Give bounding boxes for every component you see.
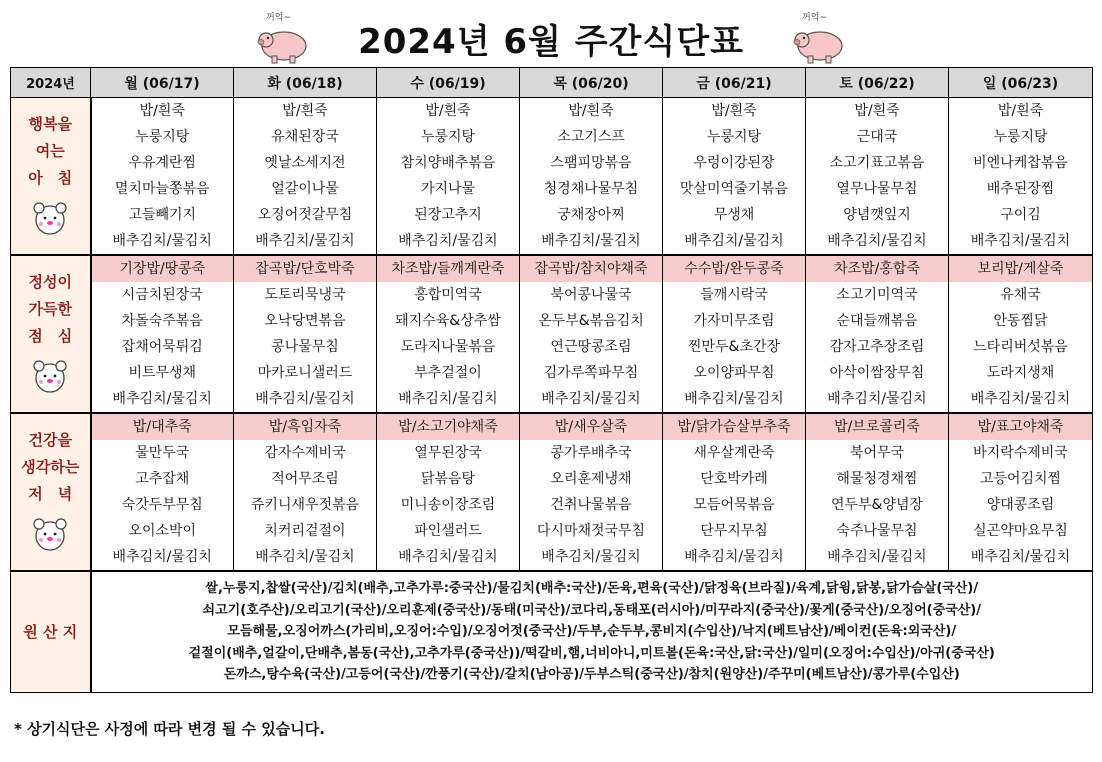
dish-item: 순대들깨볶음: [836, 313, 918, 329]
dish-item: 오이양파무침: [693, 365, 775, 381]
day-menu-cell: [377, 255, 520, 413]
dish-item: 배추김치/물김치: [112, 233, 212, 249]
day-menu-cell: [377, 98, 520, 256]
dish-item: 고들빼기지: [128, 207, 197, 223]
dish-item: 콩나물무침: [271, 339, 339, 355]
dish-item: 오낙당면볶음: [264, 313, 346, 329]
meal-title-line: 점 심: [28, 326, 73, 345]
day-menu-cell: [91, 255, 234, 413]
special-rice-porridge: 수수밥/완두콩죽: [663, 256, 805, 282]
header-day: 수 (06/19): [377, 68, 520, 98]
origin-line: 돈까스,탕수육(국산)/고등어(국산)/깐풍기(국산)/갈치(남아공)/두부스틱(중국산)/참치(원양산)/주꾸미(베트남산)/콩가루(수입산): [223, 667, 960, 682]
dish-item: 배추김치/물김치: [255, 391, 355, 407]
header-day: 토 (06/22): [806, 68, 949, 98]
title-row: [0, 6, 1102, 64]
meal-title-line: 행복을: [28, 114, 72, 133]
dish-item: 밥/흰죽: [997, 103, 1044, 119]
day-menu-cell: [949, 255, 1093, 413]
day-menu-cell: [949, 413, 1093, 571]
dish-item: 배추김치/물김치: [684, 233, 784, 249]
day-menu-cell: [663, 98, 806, 256]
pig-caption: 꺼억~: [266, 13, 291, 23]
dish-item: 배추김치/물김치: [541, 233, 641, 249]
header-day: 화 (06/18): [234, 68, 377, 98]
dish-item: 고추잡채: [135, 471, 190, 487]
dish-item: 누룽지탕: [420, 129, 476, 145]
dish-item: 부추겉절이: [414, 365, 482, 381]
meal-title-line: 여는: [35, 141, 65, 160]
dish-item: 배추김치/물김치: [398, 391, 498, 407]
special-rice-porridge: 밥/소고기야채죽: [377, 414, 519, 440]
origin-line: 겉절이(배추,얼갈이,단배추,봄동(국산),고추가루(중국산))/떡갈비,햄,너비아니,미트볼(돈육:국산,닭:국산)/일미(오징어:수입산)/아귀(중국산): [188, 645, 995, 661]
meal-title-line: 생각하는: [21, 457, 80, 476]
dish-item: 배추김치/물김치: [970, 549, 1071, 565]
meal-title-line: 가득한: [28, 299, 72, 318]
dish-item: 배추김치/물김치: [112, 549, 212, 565]
dish-item: 물만두국: [135, 445, 190, 461]
page-title: 2024년 6월 주간식단표: [358, 22, 744, 62]
dish-item: 새우살계란죽: [693, 445, 775, 461]
dish-item: 배추김치/물김치: [398, 549, 498, 565]
dish-item: 밥/흰죽: [139, 103, 185, 119]
dish-item: 파인샐러드: [414, 523, 482, 539]
dish-item: 밥/흰죽: [282, 103, 328, 119]
dish-item: 오징어젓갈무침: [257, 207, 353, 223]
dish-item: 모듬어묵볶음: [693, 497, 775, 513]
dish-item: 건취나물볶음: [550, 497, 632, 513]
day-menu-cell: [520, 98, 663, 256]
header-row: [11, 68, 1093, 98]
dish-item: 치커리겉절이: [264, 523, 346, 539]
day-menu-cell: [663, 255, 806, 413]
meal-title-line: 저 녁: [28, 484, 73, 503]
dish-item: 단호박카레: [700, 471, 768, 487]
dish-item: 우렁이강된장: [693, 155, 775, 171]
dish-item: 해물청경채찜: [836, 471, 918, 487]
dish-item: 비트무생채: [128, 365, 197, 381]
dish-item: 배추김치/물김치: [541, 549, 641, 565]
dish-item: 고등어김치찜: [979, 471, 1062, 487]
dish-item: 비엔나케찹볶음: [973, 155, 1068, 171]
dish-item: 유채된장국: [271, 129, 339, 145]
special-rice-porridge: 밥/대추죽: [92, 414, 234, 440]
dish-item: 누룽지탕: [993, 129, 1048, 145]
dish-item: 오이소박이: [128, 523, 197, 539]
dish-item: 배추김치/물김치: [398, 233, 498, 249]
meal-row: [11, 255, 1093, 413]
dish-item: 북어콩나물국: [550, 287, 632, 303]
origin-label: 원 산 지: [11, 571, 91, 692]
dish-item: 무생채: [713, 207, 755, 223]
day-menu-cell: [234, 98, 377, 256]
special-rice-porridge: 밥/브로콜리죽: [806, 414, 948, 440]
dish-item: 쥬키니새우젓볶음: [250, 497, 360, 513]
dish-item: 배추김치/물김치: [827, 233, 927, 249]
day-menu-cell: [377, 413, 520, 571]
dish-item: 양념깻잎지: [843, 207, 911, 223]
origin-line: 모듬해물,오징어까스(가리비,오징어:수입)/오징어젓(중국산)/두부,순두부,콩비지(수입산)/낙지(베트남산)/베이컨(돈육:외국산)/: [227, 624, 957, 639]
day-menu-cell: [91, 98, 234, 256]
dish-item: 도라지나물볶음: [400, 339, 496, 355]
dish-item: 숙주나물무침: [836, 523, 918, 539]
dish-item: 궁채장아찌: [557, 207, 625, 223]
day-menu-cell: [949, 98, 1093, 256]
meal-label: [11, 255, 91, 413]
dish-item: 우유계란찜: [128, 155, 197, 171]
dish-item: 온두부&볶음김치: [538, 313, 644, 329]
dish-item: 맛살미역줄기볶음: [679, 181, 789, 197]
dish-item: 콩가루배추국: [550, 445, 632, 461]
pig-mascot-icon: [788, 10, 848, 66]
dish-item: 잡채어묵튀김: [121, 339, 203, 355]
dish-item: 배추김치/물김치: [112, 391, 212, 407]
bear-mascot-icon: [30, 356, 70, 396]
dish-item: 소고기스프: [557, 129, 625, 145]
dish-item: 가자미무조림: [693, 313, 775, 329]
header-day: 금 (06/21): [663, 68, 806, 98]
dish-item: 감자수제비국: [264, 445, 346, 461]
day-menu-cell: [234, 255, 377, 413]
dish-item: 연두부&양념장: [830, 497, 924, 513]
dish-item: 구이김: [1000, 207, 1041, 223]
dish-item: 미니송이장조림: [400, 497, 496, 513]
special-rice-porridge: 밥/흑임자죽: [234, 414, 376, 440]
day-menu-cell: [663, 413, 806, 571]
dish-item: 다시마채젓국무침: [536, 523, 646, 539]
dish-item: 느타리버섯볶음: [973, 339, 1068, 355]
dish-item: 근대국: [856, 129, 898, 145]
pig-caption: 꺼억~: [802, 13, 827, 23]
dish-item: 누룽지탕: [706, 129, 762, 145]
special-rice-porridge: 밥/닭가슴살부추죽: [663, 414, 805, 440]
special-rice-porridge: 밥/표고야채죽: [949, 414, 1092, 440]
dish-item: 안동찜닭: [993, 313, 1048, 329]
origin-line: 쇠고기(호주산)/오리고기(국산)/오리훈제(중국산)/동태(미국산)/코다리,동태포(러시아)/미꾸라지(중국산)/꽃게(중국산)/오징어(중국산)/: [202, 602, 981, 618]
dish-item: 청경채나물무침: [543, 181, 639, 197]
dish-item: 소고기미역국: [836, 287, 918, 303]
dish-item: 아삭이쌈장무침: [829, 365, 925, 381]
day-menu-cell: [234, 413, 377, 571]
dish-item: 도라지생채: [986, 365, 1055, 381]
special-rice-porridge: 차조밥/들깨계란죽: [377, 256, 519, 282]
bear-mascot-icon: [30, 514, 70, 554]
dish-item: 돼지수육&상추쌈: [395, 313, 501, 329]
dish-item: 배추김치/물김치: [684, 549, 784, 565]
dish-item: 유채국: [1000, 287, 1041, 303]
meal-title-line: 건강을: [28, 430, 72, 449]
special-rice-porridge: 밥/새우살죽: [520, 414, 662, 440]
dish-item: 바지락수제비국: [973, 445, 1068, 461]
dish-item: 열무나물무침: [836, 181, 918, 197]
dish-item: 배추된장찜: [986, 181, 1055, 197]
dish-item: 오리훈제냉채: [550, 471, 632, 487]
day-menu-cell: [806, 255, 949, 413]
dish-item: 된장고추지: [414, 207, 482, 223]
dish-item: 찐만두&초간장: [687, 339, 781, 355]
dish-item: 옛날소세지전: [264, 155, 346, 171]
origin-line: 쌀,누룽지,찹쌀(국산)/김치(배추,고추가루:중국산)/물김치(배추:국산)/돈육,편육(국산)/닭정육(브라질)/육계,닭윙,닭봉,닭가슴살(국산)/: [205, 581, 979, 596]
day-menu-cell: [806, 413, 949, 571]
dish-item: 김가루쪽파무침: [543, 365, 639, 381]
dish-item: 스팸피망볶음: [550, 155, 632, 171]
dish-item: 도토리묵냉국: [264, 287, 346, 303]
dish-item: 연근땅콩조림: [550, 339, 632, 355]
header-day: 일 (06/23): [949, 68, 1093, 98]
meal-row: [11, 98, 1093, 256]
dish-item: 배추김치/물김치: [827, 549, 927, 565]
dish-item: 양대콩조림: [986, 497, 1055, 513]
special-rice-porridge: 기장밥/땅콩죽: [92, 256, 234, 282]
dish-item: 시금치된장국: [121, 287, 203, 303]
special-rice-porridge: 잡곡밥/참치야채죽: [520, 256, 662, 282]
dish-item: 닭볶음탕: [420, 471, 476, 487]
dish-item: 들깨시락국: [700, 287, 768, 303]
bear-mascot-icon: [30, 198, 70, 238]
footnote: * 상기식단은 사정에 따라 변경 될 수 있습니다.: [14, 720, 325, 738]
dish-item: 북어무국: [849, 445, 905, 461]
dish-item: 마카로니샐러드: [257, 365, 353, 381]
dish-item: 밥/흰죽: [854, 103, 900, 119]
dish-item: 소고기표고볶음: [829, 155, 925, 171]
header-day: 월 (06/17): [91, 68, 234, 98]
meal-title-line: 아 침: [28, 168, 73, 187]
special-rice-porridge: 보리밥/게살죽: [949, 256, 1092, 282]
meal-label: [11, 98, 91, 256]
dish-item: 배추김치/물김치: [255, 549, 355, 565]
dish-item: 밥/흰죽: [425, 103, 471, 119]
day-menu-cell: [806, 98, 949, 256]
dish-item: 얼갈이나물: [271, 181, 339, 197]
dish-item: 단무지무침: [700, 523, 768, 539]
dish-item: 멸치마늘쫑볶음: [114, 181, 210, 197]
origin-text: [91, 571, 1093, 692]
dish-item: 배추김치/물김치: [255, 233, 355, 249]
special-rice-porridge: 잡곡밥/단호박죽: [234, 256, 376, 282]
dish-item: 홍합미역국: [414, 287, 482, 303]
dish-item: 숙갓두부무침: [121, 497, 203, 513]
dish-item: 감자고추장조림: [829, 339, 925, 355]
header-year: 2024년: [11, 68, 91, 98]
dish-item: 배추김치/물김치: [970, 233, 1071, 249]
header-day: 목 (06/20): [520, 68, 663, 98]
dish-item: 가지나물: [420, 181, 476, 197]
dish-item: 밥/흰죽: [711, 103, 757, 119]
day-menu-cell: [520, 413, 663, 571]
menu-table: [10, 67, 1093, 693]
dish-item: 열무된장국: [414, 445, 482, 461]
dish-item: 배추김치/물김치: [970, 391, 1071, 407]
dish-item: 누룽지탕: [135, 129, 190, 145]
dish-item: 실곤약마요무침: [973, 523, 1068, 539]
dish-item: 배추김치/물김치: [827, 391, 927, 407]
day-menu-cell: [520, 255, 663, 413]
day-menu-cell: [91, 413, 234, 571]
special-rice-porridge: 차조밥/홍합죽: [806, 256, 948, 282]
dish-item: 참치양배추볶음: [400, 155, 496, 171]
meal-label: [11, 413, 91, 571]
meal-row: [11, 413, 1093, 571]
dish-item: 배추김치/물김치: [684, 391, 784, 407]
dish-item: 밥/흰죽: [568, 103, 614, 119]
meal-title-line: 정성이: [28, 272, 72, 291]
origin-row: [11, 571, 1093, 692]
dish-item: 적어무조림: [271, 471, 339, 487]
dish-item: 차돌숙주볶음: [121, 313, 203, 329]
dish-item: 배추김치/물김치: [541, 391, 641, 407]
